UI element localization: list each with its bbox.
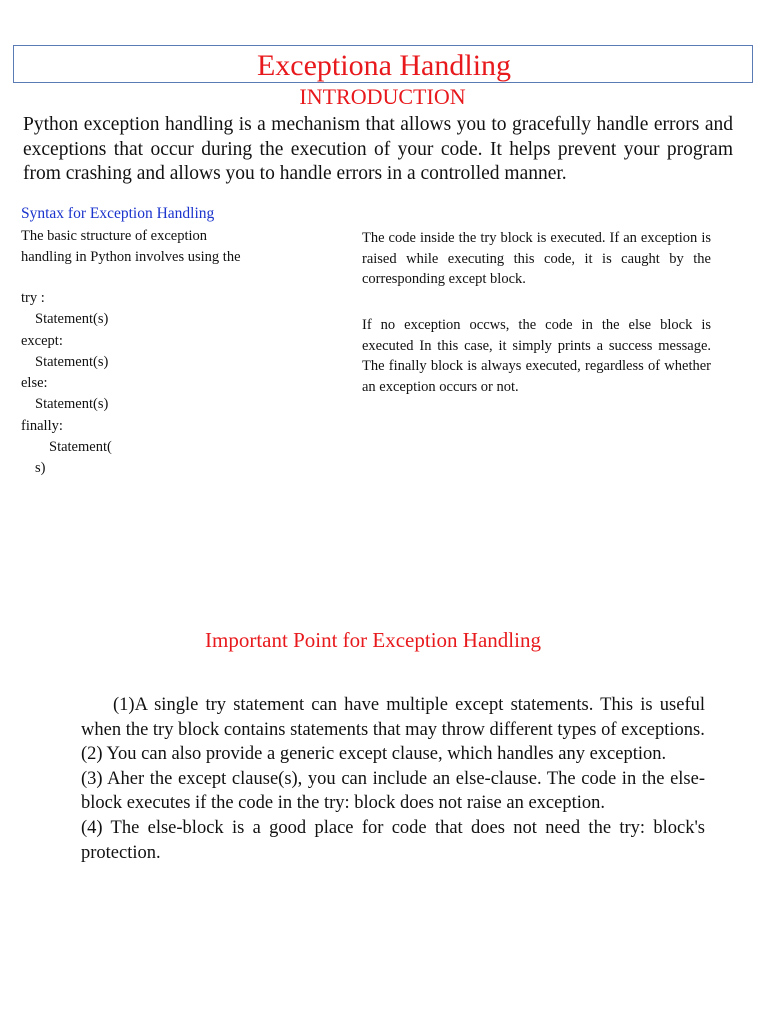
code-line-statement: Statement(s) bbox=[35, 311, 109, 328]
code-line-else: else: bbox=[21, 375, 48, 392]
syntax-heading: Syntax for Exception Handling bbox=[21, 205, 215, 222]
important-point: (4) The else-block is a good place for code that does not need the try: block's protection. bbox=[81, 817, 705, 863]
page-title: Exceptiona Handling bbox=[256, 49, 512, 82]
code-line-statement: Statement(s) bbox=[35, 353, 109, 370]
code-line-statement: Statement( bbox=[49, 439, 112, 456]
try-block-explanation: The code inside the try block is executed. If an exception is raised while executing this code, it is caught by the corresponding except block. bbox=[362, 230, 711, 287]
else-finally-explanation: If no exception occws, the code in the else block is executed In this case, it simply prints a success message. The finally block is always executed, regardless of whether an exception occurs or not. bbox=[362, 317, 711, 395]
code-line-statement: Statement(s) bbox=[35, 396, 109, 413]
code-line-statement-continued: s) bbox=[35, 460, 46, 477]
important-point: (3) Aher the except clause(s), you can include an else-clause. The code in the else-block executes if the code in the try: block does not raise an exception. bbox=[81, 768, 705, 814]
syntax-description: The basic structure of exception handling in Python involves using the bbox=[21, 228, 241, 265]
syntax-code-block bbox=[21, 288, 112, 480]
important-points-heading: Important Point for Exception Handling bbox=[205, 628, 541, 652]
code-line-finally: finally: bbox=[21, 417, 63, 434]
important-point: (1)A single try statement can have multiple except statements. This is useful when the try block contains statements that may throw different types of exceptions. bbox=[81, 695, 705, 740]
introduction-paragraph: Python exception handling is a mechanism that allows you to gracefully handle errors and exceptions that occur during the execution of your code. It helps prevent your program from crashing and allows you to handle errors in a controlled manner. bbox=[23, 114, 733, 184]
important-point: (2) You can also provide a generic except clause, which handles any exception. bbox=[81, 744, 667, 765]
code-line-except: except: bbox=[21, 332, 63, 349]
code-line-try: try : bbox=[21, 290, 45, 306]
important-points-list bbox=[81, 693, 705, 865]
introduction-heading: INTRODUCTION bbox=[299, 84, 466, 109]
